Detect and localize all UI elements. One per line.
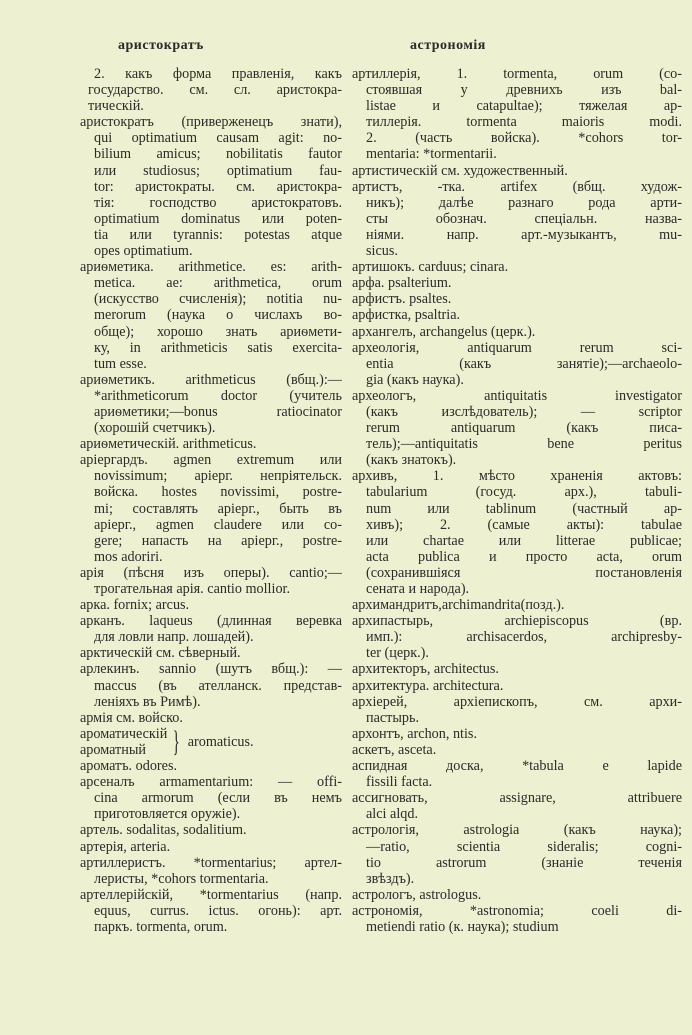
entry-line: cina armorum (если въ немъ — [94, 790, 342, 807]
entry-line: (какъ изслѣдователь); — scriptor — [366, 403, 682, 420]
entry-line: tio astrorum (знаніе теченія — [366, 854, 682, 871]
entry-line: mentaria: *tormentarii. — [366, 146, 497, 163]
dictionary-entry — [80, 726, 342, 758]
dictionary-entry — [352, 275, 682, 291]
dictionary-entry — [352, 388, 682, 468]
dictionary-entry — [80, 710, 342, 726]
entry-line: tum esse. — [94, 355, 147, 372]
entry-headline: арфистъ. psaltes. — [352, 291, 452, 308]
headword: ароматный — [80, 741, 146, 758]
entry-line: никъ); далѣе разнаго рода арти- — [366, 194, 682, 211]
dictionary-entry — [352, 903, 682, 935]
entry-line: novissimum; аріерг. непріятельск. — [94, 468, 342, 485]
entry-headline: артерія, arteria. — [80, 838, 171, 855]
entry-headline: арканъ. laqueus (длинная веревка — [80, 613, 342, 630]
dictionary-entry — [80, 839, 342, 855]
dictionary-entry — [352, 324, 682, 340]
entry-line: sicus. — [366, 243, 398, 260]
entry-line: пастырь. — [366, 709, 420, 726]
entry-line: alci alqd. — [366, 806, 418, 823]
dictionary-entry — [80, 887, 342, 935]
entry-headline: астрономія, *astronomia; coeli di- — [352, 902, 682, 919]
dictionary-entry — [80, 822, 342, 838]
entry-line: тель);—antiquitatis bene peritus — [366, 436, 682, 453]
entry-headline: арфа. psalterium. — [352, 275, 452, 292]
entry-headline: ариѳметика. arithmetice. es: arith- — [80, 259, 342, 276]
entry-line: fissili facta. — [366, 774, 433, 791]
dictionary-entry — [80, 452, 342, 565]
dictionary-entry — [80, 597, 342, 613]
entry-headline: аскетъ, asceta. — [352, 741, 437, 758]
entry-line: тія: господство аристократовъ. — [94, 194, 342, 211]
entry-line: или chartae или litterae publicae; — [366, 532, 682, 549]
entry-line: maccus (въ ателланск. представ- — [94, 677, 342, 694]
entry-line: государство. см. сл. аристокра- — [88, 82, 342, 99]
entry-headline: архипастырь, archiepiscopus (вр. — [352, 613, 682, 630]
entry-line: ніями. напр. арт.-музыкантъ, mu- — [366, 226, 682, 243]
entry-headline: арлекинъ. sannio (шутъ вбщ.): — — [80, 661, 342, 678]
entry-line: (хорошій счетчикъ). — [94, 420, 216, 437]
entry-line: tor: аристократы. см. аристокра- — [94, 178, 342, 195]
entry-headline: аріергардъ. agmen extremum или — [80, 452, 342, 469]
entry-line: opes optimatium. — [94, 243, 193, 260]
entry-headline: артиллерія, 1. tormenta, orum (co- — [352, 66, 682, 82]
entry-headline: арфистка, psaltria. — [352, 307, 461, 324]
entry-line: tia или tyrannis: potestas atque — [94, 226, 342, 243]
dictionary-entry — [352, 613, 682, 661]
dictionary-entry — [352, 179, 682, 259]
dictionary-entry — [352, 678, 682, 694]
entry-headline: архіерей, архіепископъ, см. архи- — [352, 693, 682, 710]
entry-headline: архимандритъ,archimandrita(позд.). — [352, 597, 565, 614]
dictionary-entry — [352, 726, 682, 742]
dictionary-entry — [352, 66, 682, 163]
entry-line: (сохранившіяся постановленія — [366, 564, 682, 581]
entry-headline: архитектура. architectura. — [352, 677, 504, 694]
entry-headline: аспидная доска, *tabula e lapide — [352, 758, 682, 775]
entry-headline: артистъ, -тка. artifex (вбщ. худож- — [352, 178, 682, 195]
entry-line: listae и catapultae); тяжелая ар- — [366, 98, 682, 115]
entry-line: tabularium (госуд. арх.), tabuli- — [366, 484, 682, 501]
entry-line: gere; напасть на аріерг., postre- — [94, 532, 342, 549]
entry-line: паркъ. tormenta, orum. — [94, 918, 228, 935]
entry-line: 2. (часть войска). *cohors tor- — [366, 130, 682, 147]
entry-headline: арктическій см. сѣверный. — [80, 645, 241, 662]
entry-headline: астрологія, astrologia (какъ наука); — [352, 822, 682, 839]
dictionary-entry — [352, 259, 682, 275]
entry-headline: архонтъ, archon, ntis. — [352, 725, 477, 742]
entry-headline: ассигновать, assignare, attribuere — [352, 790, 682, 807]
entry-headline: аристократъ (приверженецъ знати), — [80, 114, 342, 131]
entry-line: ку, in arithmeticis satis exercita- — [94, 339, 342, 356]
entry-headline: артиллеристъ. *tormentarius; артел- — [80, 854, 342, 871]
entry-headline: ариѳметическій. arithmeticus. — [80, 436, 257, 453]
entry-headline: археологія, antiquarum rerum sci- — [352, 339, 682, 356]
entry-line: для ловли напр. лошадей). — [94, 629, 254, 646]
left-column — [80, 66, 342, 935]
entry-line: num или tablinum (частный ар- — [366, 500, 682, 517]
entry-line: или studiosus; optimatium fau- — [94, 162, 342, 179]
entry-line: хивъ); 2. (самые акты): tabulae — [366, 516, 682, 533]
entry-line: mos adoriri. — [94, 548, 163, 565]
entry-headline: армія см. войско. — [80, 709, 183, 726]
entry-headline: археологъ, antiquitatis investigator — [352, 387, 682, 404]
entry-line: сты обознач. спеціальн. назва- — [366, 210, 682, 227]
entry-line: 2. какъ форма правленія, какъ — [94, 66, 342, 82]
entry-headline: артеллерійскій, *tormentarius (напр. — [80, 886, 342, 903]
entry-headline: ароматъ. odores. — [80, 758, 178, 775]
entry-line: тическій. — [88, 98, 144, 115]
entry-line: (какъ знатокъ). — [366, 452, 457, 469]
dictionary-entry — [80, 613, 342, 645]
headword-group — [80, 726, 167, 758]
entry-line: metica. ae: arithmetica, orum — [94, 275, 342, 292]
dictionary-entry — [352, 307, 682, 323]
entry-line: mi; составлять аріерг., быть въ — [94, 500, 342, 517]
entry-line: rerum antiquarum (какъ писа- — [366, 420, 682, 437]
entry-line: entia (какъ занятіе);—archaeolo- — [366, 355, 682, 372]
entry-line: обще); хорошо знать ариѳмети- — [94, 323, 342, 340]
entry-headline: арія (пѣсня изъ оперы). cantio;— — [80, 564, 342, 581]
dictionary-entry — [80, 372, 342, 436]
entry-line: ариѳметики;—bonus ratiocinator — [94, 403, 342, 420]
entry-line: ter (церк.). — [366, 645, 429, 662]
entry-line: трогательная арія. cantio mollior. — [94, 581, 291, 597]
dictionary-entry — [80, 66, 342, 114]
dictionary-entry — [352, 597, 682, 613]
entry-line: optimatium dominatus или poten- — [94, 210, 342, 227]
entry-line: qui optimatium causam agit: no- — [94, 130, 342, 147]
entry-headline: артистическій см. художественный. — [352, 162, 568, 179]
entry-headline: арсеналъ armamentarium: — offi- — [80, 774, 342, 791]
headword: ароматическій — [80, 725, 168, 742]
entry-headline: архитекторъ, architectus. — [352, 661, 499, 678]
entry-line: сената и народа). — [366, 581, 470, 597]
dictionary-entry — [352, 163, 682, 179]
dictionary-entry — [80, 661, 342, 709]
dictionary-entry — [80, 114, 342, 259]
running-header-left: аристократъ — [118, 38, 204, 53]
entry-headline: арка. fornix; arcus. — [80, 597, 190, 614]
dictionary-entry — [352, 790, 682, 822]
entry-line: *arithmeticorum doctor (учитель — [94, 387, 342, 404]
dictionary-entry — [80, 645, 342, 661]
entry-line: merorum (наука о числахъ во- — [94, 307, 342, 324]
entry-headline: артель. sodalitas, sodalitium. — [80, 822, 247, 839]
entry-line: metiendi ratio (к. наука); studium — [366, 918, 559, 935]
entry-line: —ratio, scientia sideralis; cogni- — [366, 838, 682, 855]
entry-line: приготовляется оружіе). — [94, 806, 241, 823]
entry-line: acta publica и просто acta, orum — [366, 548, 682, 565]
dictionary-entry — [80, 565, 342, 597]
entry-line: имп.): archisacerdos, archipresby- — [366, 629, 682, 646]
dictionary-entry — [352, 822, 682, 886]
entry-line: bilium amicus; nobilitatis fautor — [94, 146, 342, 163]
entry-line: аріерг., agmen claudere или co- — [94, 516, 342, 533]
entry-line: леніяхъ въ Римѣ). — [94, 693, 201, 710]
entry-headline: ариѳметикъ. arithmeticus (вбщ.):— — [80, 371, 342, 388]
dictionary-entry — [352, 758, 682, 790]
dictionary-entry — [352, 887, 682, 903]
entry-line: (искусство счисленія); notitia nu- — [94, 291, 342, 308]
running-header-right: астрономія — [410, 38, 486, 53]
dictionary-entry — [352, 291, 682, 307]
dictionary-entry — [352, 694, 682, 726]
right-column — [352, 66, 682, 935]
dictionary-entry — [352, 340, 682, 388]
dictionary-entry — [352, 468, 682, 597]
dictionary-entry — [80, 855, 342, 887]
dictionary-entry — [352, 661, 682, 677]
entry-line: звѣздъ). — [366, 870, 415, 887]
entry-headline: архивъ, 1. мѣсто храненія актовъ: — [352, 468, 682, 485]
translation: aromaticus. — [187, 733, 254, 750]
dictionary-entry — [80, 436, 342, 452]
entry-line: стоявшая у древнихъ изъ bal- — [366, 82, 682, 99]
entry-line: gia (какъ наука). — [366, 371, 464, 388]
entry-headline: артишокъ. carduus; cinara. — [352, 259, 509, 276]
dictionary-entry — [80, 774, 342, 822]
brace-symbol: } — [172, 724, 181, 758]
brace-group — [80, 726, 342, 758]
entry-line: леристы, *cohors tormentaria. — [94, 870, 269, 887]
dictionary-entry — [80, 758, 342, 774]
dictionary-entry — [80, 259, 342, 372]
entry-line: тиллерія. tormenta maioris modi. — [366, 114, 682, 131]
entry-headline: астрологъ, astrologus. — [352, 886, 482, 903]
entry-line: войска. hostes novissimi, postre- — [94, 484, 342, 501]
dictionary-entry — [352, 742, 682, 758]
entry-line: equus, currus. ictus. огонь): арт. — [94, 902, 342, 919]
entry-headline: архангелъ, archangelus (церк.). — [352, 323, 536, 340]
